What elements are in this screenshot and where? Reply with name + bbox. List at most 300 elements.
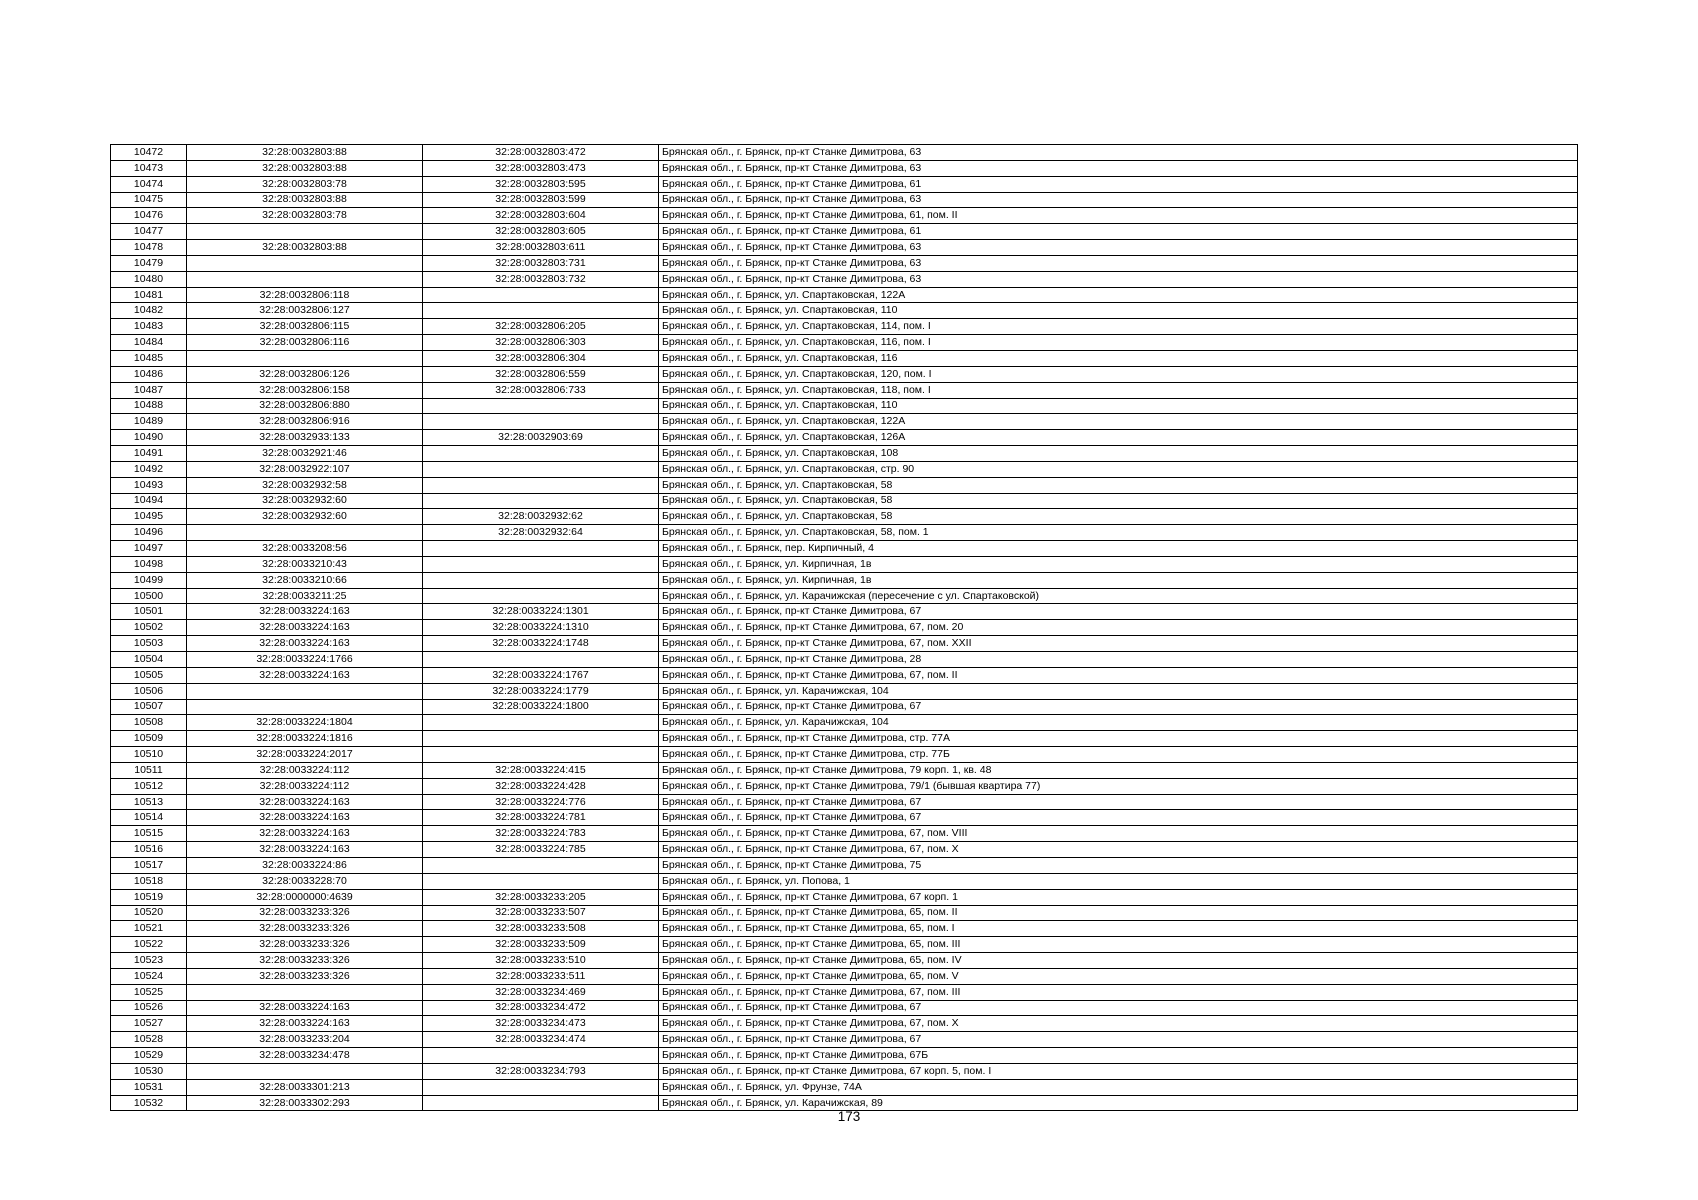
object-cadastral-number-cell: 32:28:0033234:474 <box>423 1032 659 1048</box>
table-row <box>111 525 1578 541</box>
table-row <box>111 873 1578 889</box>
address-cell: Брянская обл., г. Брянск, пр-кт Станке Димитрова, 67 <box>659 604 1578 620</box>
object-cadastral-number-cell: 32:28:0033234:473 <box>423 1016 659 1032</box>
row-number-cell: 10496 <box>111 525 187 541</box>
object-cadastral-number-cell <box>423 652 659 668</box>
parcel-cadastral-number-cell: 32:28:0033224:163 <box>187 842 423 858</box>
table-row <box>111 921 1578 937</box>
parcel-cadastral-number-cell: 32:28:0032932:60 <box>187 509 423 525</box>
table-row <box>111 652 1578 668</box>
address-cell: Брянская обл., г. Брянск, пр-кт Станке Димитрова, 67 <box>659 794 1578 810</box>
table-row <box>111 1016 1578 1032</box>
parcel-cadastral-number-cell: 32:28:0033233:326 <box>187 937 423 953</box>
parcel-cadastral-number-cell: 32:28:0033233:326 <box>187 968 423 984</box>
table-row <box>111 667 1578 683</box>
table-row <box>111 477 1578 493</box>
row-number-cell: 10514 <box>111 810 187 826</box>
row-number-cell: 10503 <box>111 636 187 652</box>
parcel-cadastral-number-cell: 32:28:0033224:2017 <box>187 747 423 763</box>
object-cadastral-number-cell: 32:28:0033224:1800 <box>423 699 659 715</box>
parcel-cadastral-number-cell <box>187 984 423 1000</box>
address-cell: Брянская обл., г. Брянск, ул. Спартаковская, 58 <box>659 477 1578 493</box>
table-row <box>111 937 1578 953</box>
address-cell: Брянская обл., г. Брянск, пр-кт Станке Димитрова, 67 <box>659 1032 1578 1048</box>
row-number-cell: 10490 <box>111 430 187 446</box>
parcel-cadastral-number-cell: 32:28:0033224:163 <box>187 1016 423 1032</box>
table-row <box>111 1079 1578 1095</box>
parcel-cadastral-number-cell: 32:28:0033210:66 <box>187 572 423 588</box>
table-row <box>111 541 1578 557</box>
row-number-cell: 10516 <box>111 842 187 858</box>
object-cadastral-number-cell: 32:28:0033233:511 <box>423 968 659 984</box>
object-cadastral-number-cell <box>423 303 659 319</box>
table-row <box>111 889 1578 905</box>
row-number-cell: 10473 <box>111 160 187 176</box>
address-cell: Брянская обл., г. Брянск, ул. Спартаковская, 116 <box>659 350 1578 366</box>
object-cadastral-number-cell <box>423 857 659 873</box>
row-number-cell: 10495 <box>111 509 187 525</box>
object-cadastral-number-cell: 32:28:0032806:205 <box>423 319 659 335</box>
table-row <box>111 810 1578 826</box>
table-row <box>111 255 1578 271</box>
object-cadastral-number-cell: 32:28:0033233:508 <box>423 921 659 937</box>
object-cadastral-number-cell: 32:28:0032803:732 <box>423 271 659 287</box>
address-cell: Брянская обл., г. Брянск, ул. Спартаковская, 122А <box>659 414 1578 430</box>
row-number-cell: 10527 <box>111 1016 187 1032</box>
address-cell: Брянская обл., г. Брянск, ул. Спартаковская, 126А <box>659 430 1578 446</box>
object-cadastral-number-cell <box>423 398 659 414</box>
row-number-cell: 10478 <box>111 240 187 256</box>
row-number-cell: 10519 <box>111 889 187 905</box>
object-cadastral-number-cell: 32:28:0033224:428 <box>423 778 659 794</box>
parcel-cadastral-number-cell: 32:28:0033234:478 <box>187 1048 423 1064</box>
object-cadastral-number-cell: 32:28:0032803:604 <box>423 208 659 224</box>
parcel-cadastral-number-cell: 32:28:0032803:78 <box>187 176 423 192</box>
address-cell: Брянская обл., г. Брянск, пр-кт Станке Димитрова, 67 корп. 5, пом. I <box>659 1063 1578 1079</box>
address-cell: Брянская обл., г. Брянск, пр-кт Станке Димитрова, 67 <box>659 1000 1578 1016</box>
address-cell: Брянская обл., г. Брянск, пр-кт Станке Димитрова, 67, пом. III <box>659 984 1578 1000</box>
row-number-cell: 10491 <box>111 446 187 462</box>
address-cell: Брянская обл., г. Брянск, пр-кт Станке Димитрова, 67, пом. X <box>659 842 1578 858</box>
row-number-cell: 10500 <box>111 588 187 604</box>
table-row <box>111 968 1578 984</box>
row-number-cell: 10532 <box>111 1095 187 1111</box>
row-number-cell: 10501 <box>111 604 187 620</box>
object-cadastral-number-cell: 32:28:0033224:1310 <box>423 620 659 636</box>
parcel-cadastral-number-cell <box>187 224 423 240</box>
table-row <box>111 271 1578 287</box>
address-cell: Брянская обл., г. Брянск, пр-кт Станке Димитрова, 67 <box>659 810 1578 826</box>
table-row <box>111 446 1578 462</box>
address-cell: Брянская обл., г. Брянск, пр-кт Станке Димитрова, стр. 77Б <box>659 747 1578 763</box>
table-row <box>111 192 1578 208</box>
address-cell: Брянская обл., г. Брянск, ул. Спартаковская, 110 <box>659 398 1578 414</box>
row-number-cell: 10497 <box>111 541 187 557</box>
object-cadastral-number-cell: 32:28:0032803:599 <box>423 192 659 208</box>
object-cadastral-number-cell: 32:28:0033224:415 <box>423 762 659 778</box>
parcel-cadastral-number-cell: 32:28:0032803:88 <box>187 240 423 256</box>
object-cadastral-number-cell: 32:28:0033224:1779 <box>423 683 659 699</box>
object-cadastral-number-cell <box>423 715 659 731</box>
table-row <box>111 905 1578 921</box>
page-number: 173 <box>837 1109 861 1124</box>
table-row <box>111 335 1578 351</box>
table-row <box>111 984 1578 1000</box>
object-cadastral-number-cell: 32:28:0033233:510 <box>423 953 659 969</box>
parcel-cadastral-number-cell <box>187 1063 423 1079</box>
row-number-cell: 10484 <box>111 335 187 351</box>
object-cadastral-number-cell: 32:28:0033234:469 <box>423 984 659 1000</box>
parcel-cadastral-number-cell: 32:28:0032806:127 <box>187 303 423 319</box>
parcel-cadastral-number-cell: 32:28:0033224:163 <box>187 1000 423 1016</box>
parcel-cadastral-number-cell: 32:28:0032921:46 <box>187 446 423 462</box>
address-cell: Брянская обл., г. Брянск, пр-кт Станке Димитрова, 79/1 (бывшая квартира 77) <box>659 778 1578 794</box>
row-number-cell: 10474 <box>111 176 187 192</box>
row-number-cell: 10482 <box>111 303 187 319</box>
row-number-cell: 10472 <box>111 145 187 161</box>
address-cell: Брянская обл., г. Брянск, пр-кт Станке Димитрова, 65, пом. III <box>659 937 1578 953</box>
row-number-cell: 10476 <box>111 208 187 224</box>
address-cell: Брянская обл., г. Брянск, ул. Спартаковская, 116, пом. I <box>659 335 1578 351</box>
table-row <box>111 588 1578 604</box>
parcel-cadastral-number-cell <box>187 271 423 287</box>
table-row <box>111 572 1578 588</box>
address-cell: Брянская обл., г. Брянск, ул. Карачижская, 104 <box>659 683 1578 699</box>
address-cell: Брянская обл., г. Брянск, пр-кт Станке Димитрова, 61 <box>659 224 1578 240</box>
table-row <box>111 762 1578 778</box>
row-number-cell: 10529 <box>111 1048 187 1064</box>
parcel-cadastral-number-cell: 32:28:0033224:163 <box>187 667 423 683</box>
address-cell: Брянская обл., г. Брянск, пр-кт Станке Димитрова, 28 <box>659 652 1578 668</box>
object-cadastral-number-cell: 32:28:0032806:303 <box>423 335 659 351</box>
address-cell: Брянская обл., г. Брянск, пр-кт Станке Димитрова, 67, пом. X <box>659 1016 1578 1032</box>
row-number-cell: 10504 <box>111 652 187 668</box>
table-row <box>111 794 1578 810</box>
row-number-cell: 10528 <box>111 1032 187 1048</box>
address-cell: Брянская обл., г. Брянск, ул. Карачижская, 89 <box>659 1095 1578 1111</box>
address-cell: Брянская обл., г. Брянск, ул. Попова, 1 <box>659 873 1578 889</box>
table-row <box>111 1048 1578 1064</box>
table-row <box>111 857 1578 873</box>
address-cell: Брянская обл., г. Брянск, пр-кт Станке Димитрова, 65, пом. I <box>659 921 1578 937</box>
object-cadastral-number-cell <box>423 1048 659 1064</box>
object-cadastral-number-cell <box>423 287 659 303</box>
parcel-cadastral-number-cell <box>187 255 423 271</box>
table-row <box>111 953 1578 969</box>
parcel-cadastral-number-cell: 32:28:0033211:25 <box>187 588 423 604</box>
table-row <box>111 414 1578 430</box>
address-cell: Брянская обл., г. Брянск, ул. Спартаковская, стр. 90 <box>659 461 1578 477</box>
parcel-cadastral-number-cell: 32:28:0032932:58 <box>187 477 423 493</box>
row-number-cell: 10518 <box>111 873 187 889</box>
address-cell: Брянская обл., г. Брянск, пр-кт Станке Димитрова, 67, пом. VIII <box>659 826 1578 842</box>
row-number-cell: 10507 <box>111 699 187 715</box>
row-number-cell: 10483 <box>111 319 187 335</box>
address-cell: Брянская обл., г. Брянск, пр-кт Станке Димитрова, 67 корп. 1 <box>659 889 1578 905</box>
address-cell: Брянская обл., г. Брянск, ул. Спартаковская, 118, пом. I <box>659 382 1578 398</box>
table-row <box>111 1063 1578 1079</box>
row-number-cell: 10509 <box>111 731 187 747</box>
parcel-cadastral-number-cell <box>187 350 423 366</box>
row-number-cell: 10508 <box>111 715 187 731</box>
object-cadastral-number-cell: 32:28:0033224:1301 <box>423 604 659 620</box>
object-cadastral-number-cell <box>423 588 659 604</box>
address-cell: Брянская обл., г. Брянск, пр-кт Станке Димитрова, 67 <box>659 699 1578 715</box>
object-cadastral-number-cell: 32:28:0032803:605 <box>423 224 659 240</box>
table-body <box>111 145 1578 1111</box>
address-cell: Брянская обл., г. Брянск, пр-кт Станке Димитрова, 75 <box>659 857 1578 873</box>
table-row <box>111 604 1578 620</box>
row-number-cell: 10502 <box>111 620 187 636</box>
row-number-cell: 10475 <box>111 192 187 208</box>
row-number-cell: 10485 <box>111 350 187 366</box>
parcel-cadastral-number-cell: 32:28:0033233:326 <box>187 905 423 921</box>
parcel-cadastral-number-cell: 32:28:0032803:88 <box>187 145 423 161</box>
table-row <box>111 366 1578 382</box>
object-cadastral-number-cell: 32:28:0033233:509 <box>423 937 659 953</box>
row-number-cell: 10493 <box>111 477 187 493</box>
object-cadastral-number-cell: 32:28:0032806:733 <box>423 382 659 398</box>
address-cell: Брянская обл., г. Брянск, ул. Спартаковская, 120, пом. I <box>659 366 1578 382</box>
parcel-cadastral-number-cell: 32:28:0033224:163 <box>187 620 423 636</box>
row-number-cell: 10523 <box>111 953 187 969</box>
address-cell: Брянская обл., г. Брянск, пр-кт Станке Димитрова, 65, пом. II <box>659 905 1578 921</box>
parcel-cadastral-number-cell: 32:28:0033210:43 <box>187 556 423 572</box>
parcel-cadastral-number-cell: 32:28:0032922:107 <box>187 461 423 477</box>
parcel-cadastral-number-cell: 32:28:0032803:88 <box>187 160 423 176</box>
parcel-cadastral-number-cell: 32:28:0033208:56 <box>187 541 423 557</box>
row-number-cell: 10492 <box>111 461 187 477</box>
row-number-cell: 10520 <box>111 905 187 921</box>
address-cell: Брянская обл., г. Брянск, ул. Спартаковская, 110 <box>659 303 1578 319</box>
address-cell: Брянская обл., г. Брянск, ул. Спартаковская, 122А <box>659 287 1578 303</box>
object-cadastral-number-cell <box>423 461 659 477</box>
object-cadastral-number-cell <box>423 477 659 493</box>
row-number-cell: 10477 <box>111 224 187 240</box>
table-row <box>111 715 1578 731</box>
object-cadastral-number-cell: 32:28:0032806:304 <box>423 350 659 366</box>
table-row <box>111 145 1578 161</box>
row-number-cell: 10510 <box>111 747 187 763</box>
table-row <box>111 620 1578 636</box>
address-cell: Брянская обл., г. Брянск, ул. Спартаковская, 114, пом. I <box>659 319 1578 335</box>
parcel-cadastral-number-cell: 32:28:0033224:1804 <box>187 715 423 731</box>
table-row <box>111 350 1578 366</box>
table-row <box>111 826 1578 842</box>
address-cell: Брянская обл., г. Брянск, пр-кт Станке Димитрова, 63 <box>659 145 1578 161</box>
parcel-cadastral-number-cell: 32:28:0033224:163 <box>187 794 423 810</box>
object-cadastral-number-cell: 32:28:0033234:793 <box>423 1063 659 1079</box>
table-row <box>111 208 1578 224</box>
address-cell: Брянская обл., г. Брянск, пр-кт Станке Димитрова, 67Б <box>659 1048 1578 1064</box>
table-row <box>111 509 1578 525</box>
address-cell: Брянская обл., г. Брянск, пр-кт Станке Димитрова, 67, пом. II <box>659 667 1578 683</box>
row-number-cell: 10489 <box>111 414 187 430</box>
parcel-cadastral-number-cell: 32:28:0033301:213 <box>187 1079 423 1095</box>
table-row <box>111 556 1578 572</box>
address-cell: Брянская обл., г. Брянск, ул. Спартаковская, 58 <box>659 509 1578 525</box>
row-number-cell: 10511 <box>111 762 187 778</box>
address-cell: Брянская обл., г. Брянск, ул. Кирпичная, 1в <box>659 556 1578 572</box>
address-cell: Брянская обл., г. Брянск, пр-кт Станке Димитрова, 61 <box>659 176 1578 192</box>
parcel-cadastral-number-cell: 32:28:0032933:133 <box>187 430 423 446</box>
address-cell: Брянская обл., г. Брянск, пр-кт Станке Димитрова, 63 <box>659 255 1578 271</box>
row-number-cell: 10498 <box>111 556 187 572</box>
table-row <box>111 382 1578 398</box>
object-cadastral-number-cell <box>423 1079 659 1095</box>
object-cadastral-number-cell: 32:28:0032803:731 <box>423 255 659 271</box>
parcel-cadastral-number-cell: 32:28:0032932:60 <box>187 493 423 509</box>
table-row <box>111 160 1578 176</box>
parcel-cadastral-number-cell: 32:28:0032803:88 <box>187 192 423 208</box>
object-cadastral-number-cell: 32:28:0032803:473 <box>423 160 659 176</box>
object-cadastral-number-cell <box>423 731 659 747</box>
parcel-cadastral-number-cell: 32:28:0033224:112 <box>187 762 423 778</box>
object-cadastral-number-cell <box>423 572 659 588</box>
object-cadastral-number-cell <box>423 414 659 430</box>
address-cell: Брянская обл., г. Брянск, пр-кт Станке Димитрова, 63 <box>659 240 1578 256</box>
parcel-cadastral-number-cell: 32:28:0032806:116 <box>187 335 423 351</box>
table-row <box>111 747 1578 763</box>
parcel-cadastral-number-cell: 32:28:0033224:86 <box>187 857 423 873</box>
object-cadastral-number-cell: 32:28:0033233:507 <box>423 905 659 921</box>
parcel-cadastral-number-cell: 32:28:0033224:112 <box>187 778 423 794</box>
address-cell: Брянская обл., г. Брянск, пр-кт Станке Димитрова, 63 <box>659 271 1578 287</box>
address-cell: Брянская обл., г. Брянск, ул. Карачижская, 104 <box>659 715 1578 731</box>
row-number-cell: 10525 <box>111 984 187 1000</box>
object-cadastral-number-cell <box>423 541 659 557</box>
table-row <box>111 683 1578 699</box>
parcel-cadastral-number-cell: 32:28:0033233:204 <box>187 1032 423 1048</box>
address-cell: Брянская обл., г. Брянск, ул. Спартаковская, 108 <box>659 446 1578 462</box>
table-row <box>111 1032 1578 1048</box>
object-cadastral-number-cell <box>423 446 659 462</box>
object-cadastral-number-cell: 32:28:0032903:69 <box>423 430 659 446</box>
table-row <box>111 303 1578 319</box>
address-cell: Брянская обл., г. Брянск, ул. Спартаковская, 58, пом. 1 <box>659 525 1578 541</box>
address-cell: Брянская обл., г. Брянск, ул. Спартаковская, 58 <box>659 493 1578 509</box>
row-number-cell: 10512 <box>111 778 187 794</box>
row-number-cell: 10480 <box>111 271 187 287</box>
row-number-cell: 10499 <box>111 572 187 588</box>
table-row <box>111 778 1578 794</box>
parcel-cadastral-number-cell <box>187 683 423 699</box>
address-cell: Брянская обл., г. Брянск, пр-кт Станке Димитрова, 63 <box>659 160 1578 176</box>
address-cell: Брянская обл., г. Брянск, ул. Карачижская (пересечение с ул. Спартаковской) <box>659 588 1578 604</box>
object-cadastral-number-cell <box>423 493 659 509</box>
address-cell: Брянская обл., г. Брянск, пр-кт Станке Димитрова, 79 корп. 1, кв. 48 <box>659 762 1578 778</box>
parcel-cadastral-number-cell: 32:28:0033224:1766 <box>187 652 423 668</box>
parcel-cadastral-number-cell: 32:28:0032806:118 <box>187 287 423 303</box>
table-row <box>111 430 1578 446</box>
row-number-cell: 10522 <box>111 937 187 953</box>
parcel-cadastral-number-cell: 32:28:0033233:326 <box>187 953 423 969</box>
parcel-cadastral-number-cell: 32:28:0032806:126 <box>187 366 423 382</box>
object-cadastral-number-cell: 32:28:0032932:62 <box>423 509 659 525</box>
address-cell: Брянская обл., г. Брянск, пр-кт Станке Димитрова, 65, пом. IV <box>659 953 1578 969</box>
table-row <box>111 461 1578 477</box>
object-cadastral-number-cell: 32:28:0032932:64 <box>423 525 659 541</box>
parcel-cadastral-number-cell: 32:28:0032806:115 <box>187 319 423 335</box>
parcel-cadastral-number-cell: 32:28:0033302:293 <box>187 1095 423 1111</box>
object-cadastral-number-cell: 32:28:0033234:472 <box>423 1000 659 1016</box>
object-cadastral-number-cell: 32:28:0033224:1748 <box>423 636 659 652</box>
parcel-cadastral-number-cell: 32:28:0033224:1816 <box>187 731 423 747</box>
table-row <box>111 493 1578 509</box>
address-cell: Брянская обл., г. Брянск, пр-кт Станке Димитрова, 67, пом. 20 <box>659 620 1578 636</box>
parcel-cadastral-number-cell: 32:28:0033233:326 <box>187 921 423 937</box>
object-cadastral-number-cell: 32:28:0033224:1767 <box>423 667 659 683</box>
address-cell: Брянская обл., г. Брянск, пр-кт Станке Димитрова, 63 <box>659 192 1578 208</box>
row-number-cell: 10486 <box>111 366 187 382</box>
address-cell: Брянская обл., г. Брянск, пер. Кирпичный, 4 <box>659 541 1578 557</box>
object-cadastral-number-cell: 32:28:0033233:205 <box>423 889 659 905</box>
parcel-cadastral-number-cell: 32:28:0032806:880 <box>187 398 423 414</box>
parcel-cadastral-number-cell: 32:28:0033224:163 <box>187 810 423 826</box>
row-number-cell: 10526 <box>111 1000 187 1016</box>
object-cadastral-number-cell: 32:28:0032806:559 <box>423 366 659 382</box>
table-row <box>111 240 1578 256</box>
object-cadastral-number-cell: 32:28:0032803:472 <box>423 145 659 161</box>
row-number-cell: 10506 <box>111 683 187 699</box>
row-number-cell: 10530 <box>111 1063 187 1079</box>
address-cell: Брянская обл., г. Брянск, ул. Кирпичная, 1в <box>659 572 1578 588</box>
table-row <box>111 176 1578 192</box>
table-row <box>111 224 1578 240</box>
row-number-cell: 10481 <box>111 287 187 303</box>
property-table <box>110 144 1578 1111</box>
parcel-cadastral-number-cell: 32:28:0032806:158 <box>187 382 423 398</box>
object-cadastral-number-cell: 32:28:0032803:595 <box>423 176 659 192</box>
parcel-cadastral-number-cell: 32:28:0033228:70 <box>187 873 423 889</box>
object-cadastral-number-cell <box>423 873 659 889</box>
row-number-cell: 10521 <box>111 921 187 937</box>
parcel-cadastral-number-cell <box>187 699 423 715</box>
parcel-cadastral-number-cell: 32:28:0032806:916 <box>187 414 423 430</box>
row-number-cell: 10515 <box>111 826 187 842</box>
object-cadastral-number-cell: 32:28:0032803:611 <box>423 240 659 256</box>
row-number-cell: 10531 <box>111 1079 187 1095</box>
address-cell: Брянская обл., г. Брянск, ул. Фрунзе, 74А <box>659 1079 1578 1095</box>
row-number-cell: 10505 <box>111 667 187 683</box>
row-number-cell: 10513 <box>111 794 187 810</box>
parcel-cadastral-number-cell <box>187 525 423 541</box>
table-row <box>111 731 1578 747</box>
object-cadastral-number-cell: 32:28:0033224:781 <box>423 810 659 826</box>
object-cadastral-number-cell: 32:28:0033224:783 <box>423 826 659 842</box>
object-cadastral-number-cell <box>423 556 659 572</box>
parcel-cadastral-number-cell: 32:28:0033224:163 <box>187 604 423 620</box>
address-cell: Брянская обл., г. Брянск, пр-кт Станке Димитрова, 67, пом. XXII <box>659 636 1578 652</box>
table-row <box>111 636 1578 652</box>
parcel-cadastral-number-cell: 32:28:0033224:163 <box>187 826 423 842</box>
row-number-cell: 10517 <box>111 857 187 873</box>
table-row <box>111 1000 1578 1016</box>
parcel-cadastral-number-cell: 32:28:0000000:4639 <box>187 889 423 905</box>
table-row <box>111 842 1578 858</box>
address-cell: Брянская обл., г. Брянск, пр-кт Станке Димитрова, стр. 77А <box>659 731 1578 747</box>
object-cadastral-number-cell: 32:28:0033224:785 <box>423 842 659 858</box>
object-cadastral-number-cell: 32:28:0033224:776 <box>423 794 659 810</box>
parcel-cadastral-number-cell: 32:28:0032803:78 <box>187 208 423 224</box>
object-cadastral-number-cell <box>423 747 659 763</box>
table-row <box>111 699 1578 715</box>
row-number-cell: 10479 <box>111 255 187 271</box>
row-number-cell: 10524 <box>111 968 187 984</box>
row-number-cell: 10487 <box>111 382 187 398</box>
table-row <box>111 287 1578 303</box>
row-number-cell: 10488 <box>111 398 187 414</box>
